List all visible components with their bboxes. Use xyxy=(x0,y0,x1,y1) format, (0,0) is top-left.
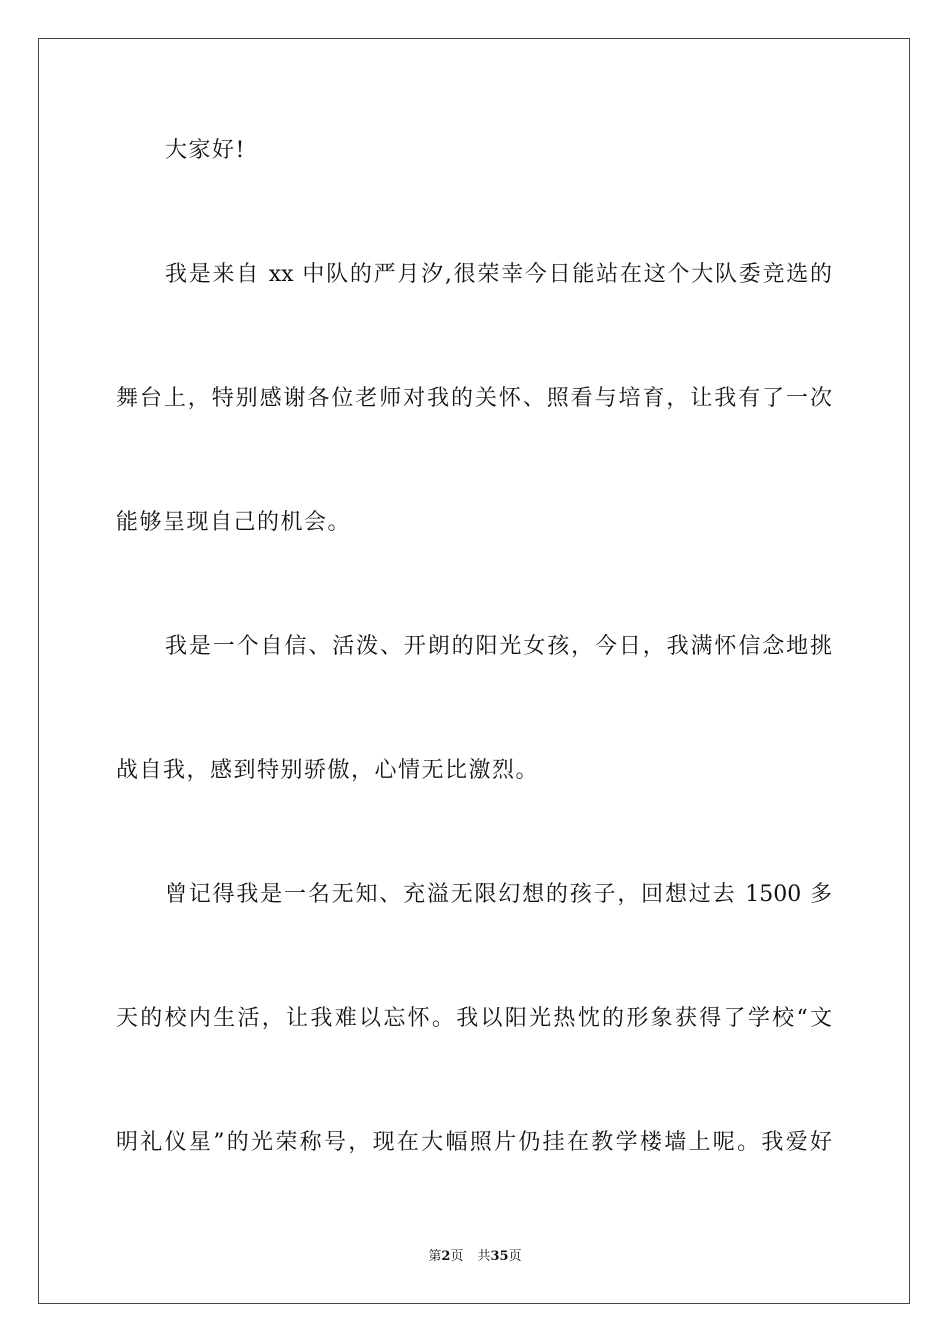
current-page-number: 2 xyxy=(441,1249,451,1264)
total-prefix: 共 xyxy=(477,1249,491,1264)
page-unit: 页 xyxy=(450,1249,464,1264)
greeting-line: 大家好! xyxy=(165,138,246,163)
paragraph-3-line-1: 曾记得我是一名无知、充溢无限幻想的孩子，回想过去 1500 多 xyxy=(165,882,832,907)
total-page-number: 35 xyxy=(490,1249,509,1264)
paragraph-2-line-2: 战自我，感到特别骄傲，心情无比激烈。 xyxy=(116,758,540,783)
paragraph-1-line-3: 能够呈现自己的机会。 xyxy=(116,510,352,535)
paragraph-1-line-1: 我是来自 xx 中队的严月汐,很荣幸今日能站在这个大队委竞选的 xyxy=(165,262,832,287)
total-unit: 页 xyxy=(508,1249,522,1264)
paragraph-3-line-2: 天的校内生活，让我难以忘怀。我以阳光热忱的形象获得了学校“文 xyxy=(116,1006,832,1031)
page-border xyxy=(38,38,910,1304)
paragraph-2-line-1: 我是一个自信、活泼、开朗的阳光女孩，今日，我满怀信念地挑 xyxy=(165,634,832,659)
page-prefix: 第 xyxy=(428,1249,442,1264)
paragraph-1-line-2: 舞台上，特别感谢各位老师对我的关怀、照看与培育，让我有了一次 xyxy=(116,386,832,411)
paragraph-3-line-3: 明礼仪星”的光荣称号，现在大幅照片仍挂在教学楼墙上呢。我爱好 xyxy=(116,1130,832,1155)
page-footer xyxy=(0,1248,950,1266)
